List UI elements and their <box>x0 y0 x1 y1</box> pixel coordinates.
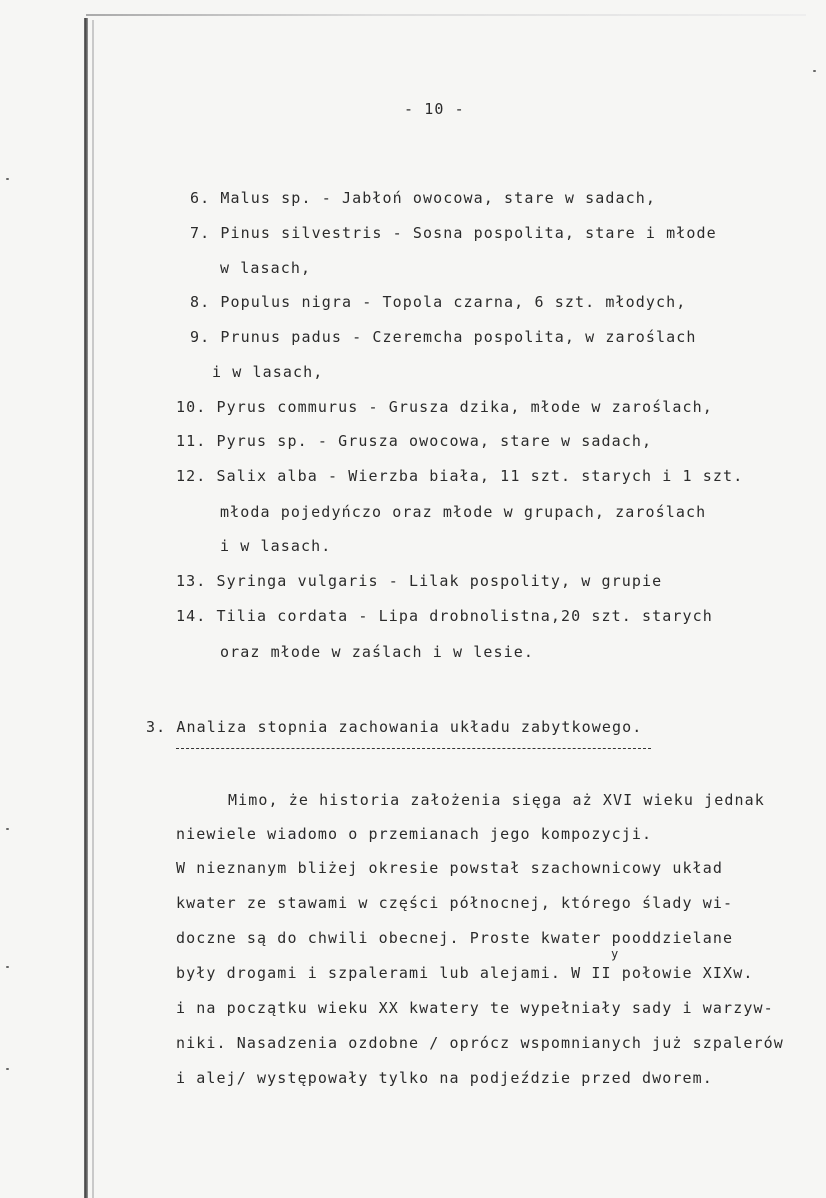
scan-speck <box>6 178 9 180</box>
scan-speck <box>813 70 816 72</box>
list-item: w lasach, <box>220 259 312 277</box>
scan-speck <box>6 966 9 968</box>
list-item: 7. Pinus silvestris - Sosna pospolita, stare i młode <box>190 224 717 242</box>
paragraph-line: niki. Nasadzenia ozdobne / oprócz wspomnianych już szpalerów <box>176 1034 784 1052</box>
list-item: 9. Prunus padus - Czeremcha pospolita, w zaroślach <box>190 328 697 346</box>
inline-correction-mark: y <box>611 947 620 961</box>
list-item: oraz młode w zaślach i w lesie. <box>220 643 535 661</box>
list-item: 12. Salix alba - Wierzba biała, 11 szt. starych i 1 szt. <box>176 467 744 485</box>
paragraph-line: Mimo, że historia założenia sięga aż XVI wieku jednak <box>228 791 765 809</box>
list-item: i w lasach, <box>212 363 324 381</box>
list-item: 13. Syringa vulgaris - Lilak pospolity, w grupie <box>176 572 663 590</box>
list-item: młoda pojedyńczo oraz młode w grupach, zaroślach <box>220 503 707 521</box>
list-item: 11. Pyrus sp. - Grusza owocowa, stare w sadach, <box>176 432 653 450</box>
list-item: 14. Tilia cordata - Lipa drobnolistna,20 szt. starych <box>176 607 713 625</box>
binding-margin-line <box>84 18 88 1198</box>
scan-speck <box>6 828 9 830</box>
paragraph-line: doczne są do chwili obecnej. Proste kwater pooddzielane <box>176 929 734 947</box>
page-top-edge <box>86 14 806 16</box>
paragraph-line: były drogami i szpalerami lub alejami. W II połowie XIXw. <box>176 964 754 982</box>
binding-margin-shadow <box>92 20 94 1198</box>
list-item: 10. Pyrus commurus - Grusza dzika, młode w zaroślach, <box>176 398 713 416</box>
list-item: 8. Populus nigra - Topola czarna, 6 szt. młodych, <box>190 293 687 311</box>
page-number: - 10 - <box>404 100 465 118</box>
scan-speck <box>6 1068 9 1070</box>
section-heading-underline <box>176 748 651 749</box>
paragraph-line: niewiele wiadomo o przemianach jego kompozycji. <box>176 825 653 843</box>
paragraph-line: W nieznanym bliżej okresie powstał szachownicowy układ <box>176 859 724 877</box>
paragraph-line: kwater ze stawami w części północnej, którego ślady wi- <box>176 894 734 912</box>
paragraph-line: i na początku wieku XX kwatery te wypełniały sady i warzyw- <box>176 999 774 1017</box>
section-heading: 3. Analiza stopnia zachowania układu zabytkowego. <box>146 718 643 736</box>
paragraph-line: i alej/ występowały tylko na podjeździe przed dworem. <box>176 1069 713 1087</box>
list-item: i w lasach. <box>220 537 332 555</box>
list-item: 6. Malus sp. - Jabłoń owocowa, stare w sadach, <box>190 189 657 207</box>
